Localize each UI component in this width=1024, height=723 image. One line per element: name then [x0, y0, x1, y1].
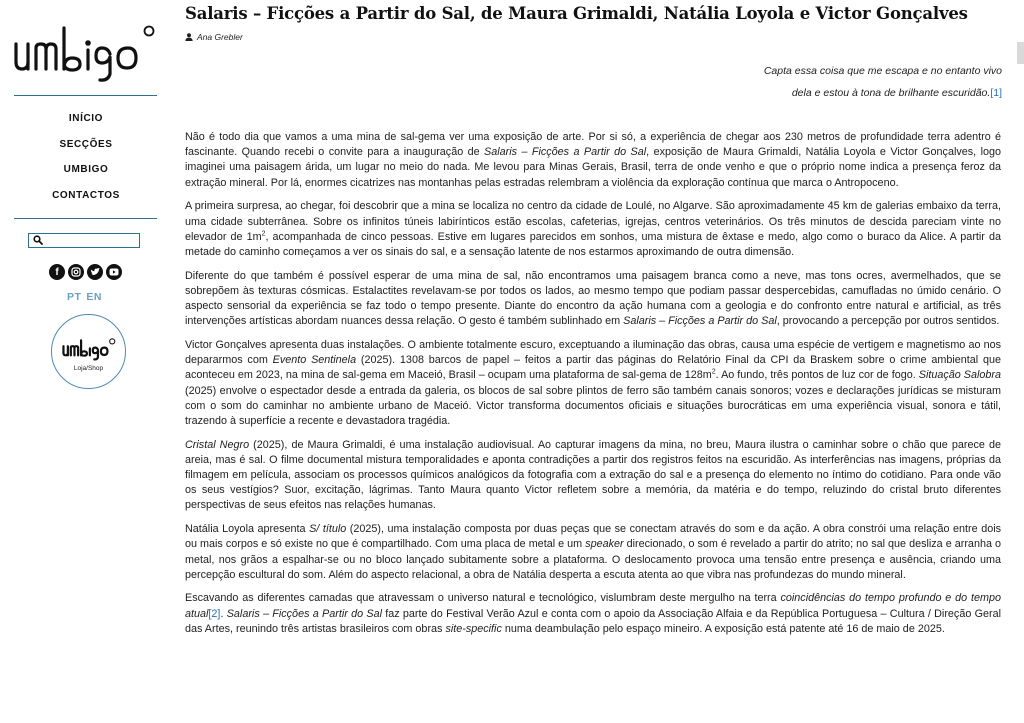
- text-run: A primeira surpresa, ao chegar, foi descobrir que a mina se localiza no centro da cidade de Loulé, no Algarve. São aproximadamente 45 km de galerias embaixo da terra, uma cidade subterrânea. Sobre os infinitos túneis labirínticos estão escolas, cafeterias, igrejas, centros veterinários. Os três minutos de descida pareciam vinte no elevador de 1m: [185, 200, 1001, 243]
- sidebar: [0, 0, 172, 723]
- italic-text: Salaris – Ficções a Partir do Sal: [226, 607, 382, 620]
- superscript: 2: [711, 368, 716, 376]
- text-run: (2025). 1308 barcos de papel – feitos a partir das páginas do Relatório Final da CPI da Braskem sobre o crime ambiental que aconteceu em 2023, na mina de sal-gema em Maceió, Brasil – ocupam uma plataforma de sal-gema de 128m: [185, 354, 1001, 382]
- language-switcher: [67, 291, 107, 303]
- article-title: Salaris – Ficções a Partir do Sal, de Maura Grimaldi, Natália Loyola e Victor Gonçalves: [185, 4, 968, 23]
- italic-text: speaker: [585, 538, 624, 551]
- italic-text: coincidências do tempo profundo e do tempo atual: [185, 592, 1001, 620]
- text-run: , acompanhada de cinco pessoas. Estive em lugares parecidos em sonhos, uma mistura de êxtase e medo, algo como o buraco da Alice. A partir da metade do caminho começamos a ver os sinais do sal, e a sensação latente de nos estarmos aproximando de outra dimensão.: [185, 230, 1001, 258]
- article-paragraph: [185, 438, 1001, 514]
- author-name[interactable]: Ana Grebler: [197, 32, 243, 42]
- italic-text: Evento Sentinela: [272, 354, 357, 367]
- nav-item-seccoes: [0, 134, 172, 160]
- italic-text: Situação Salobra: [918, 369, 1002, 382]
- nav-link-contactos[interactable]: CONTACTOS: [52, 189, 120, 201]
- sidebar-divider: [14, 218, 157, 219]
- byline: [185, 32, 243, 42]
- search-input[interactable]: [47, 234, 137, 247]
- twitter-icon[interactable]: [87, 264, 103, 280]
- text-run: (2025), uma instalação composta por duas peças que se conectam através do som e da ação. A obra constrói uma relação entre dois ou mais corpos e só existe no que é compartilhado. Com uma placa de metal e um: [185, 523, 1001, 551]
- article-paragraph: [185, 269, 1001, 330]
- text-run: , exposição de Maura Grimaldi, Natália Loyola e Victor Gonçalves, logo imaginei uma paisagem árida, um lugar no meio do nada. Me levou para Minas Gerais, Brasil, terra de onde venho e que o próprio nome indica a presença feroz da extração mineral. Por lá, enormes cicatrizes nas montanhas pelas estradas relembram a violência da exploração contínua que marca o Antropoceno.: [185, 146, 1001, 189]
- text-run: Natália Loyola apresenta: [185, 523, 310, 536]
- text-run: .: [220, 607, 227, 620]
- italic-text: site-specific: [445, 622, 502, 635]
- italic-text: Salaris – Ficções a Partir do Sal: [623, 315, 777, 328]
- scrollbar[interactable]: [1017, 42, 1024, 64]
- nav-link-umbigo[interactable]: UMBIGO: [63, 164, 109, 175]
- social-links: [49, 264, 129, 280]
- footnote-link-1[interactable]: [1]: [990, 87, 1002, 99]
- article-paragraph: [185, 130, 1001, 191]
- italic-text: Salaris – Ficções a Partir do Sal: [484, 146, 647, 159]
- superscript: 2: [261, 230, 266, 238]
- nav-item-inicio: [0, 108, 172, 134]
- instagram-icon[interactable]: [68, 264, 84, 280]
- nav-link-seccoes[interactable]: SECÇÕES: [59, 138, 113, 150]
- text-run: , provocando a percepção por outros sentidos.: [776, 315, 1000, 328]
- article-paragraph: [185, 199, 1001, 260]
- text-run: direcionado, o som é revelado a partir do atrito; no sal que desliza e arranha o metal, nos grãos a espalhar-se ou no bloco lançado subitamente sobre a plataforma. O deslocamento provoca uma tensão entre presença e ausência, criando uma percepção escultural do som. Além do aspecto relacional, a obra de Natália desperta a escuta atenta ao que vibra nas profundezas do mundo mineral.: [185, 538, 1001, 581]
- epigraph-line-2-text: dela e estou à tona de brilhante escuridão.: [791, 87, 991, 99]
- article-body: [185, 130, 1001, 646]
- italic-text: Cristal Negro: [185, 438, 250, 451]
- epigraph: [764, 60, 1002, 104]
- youtube-icon[interactable]: [106, 264, 122, 280]
- footnote-link[interactable]: [2]: [208, 607, 221, 620]
- lang-pt[interactable]: PT: [67, 291, 82, 303]
- search-box[interactable]: [28, 233, 140, 248]
- text-run: Victor Gonçalves apresenta duas instalações. O ambiente totalmente escuro, exceptuando a iluminação das obras, causa uma espécie de vertigem e magnetismo ao nos depararmos com: [185, 338, 1001, 367]
- text-run: . Ao fundo, três pontos de luz cor de fogo.: [715, 369, 919, 382]
- shop-label: Loja/Shop: [73, 365, 104, 372]
- search-icon: [33, 235, 43, 245]
- nav-item-umbigo: [0, 159, 172, 185]
- umbigo-logo[interactable]: [12, 14, 162, 84]
- nav-item-contactos: [0, 185, 172, 211]
- epigraph-line-2: [764, 82, 1002, 104]
- text-run: Escavando as diferentes camadas que atravessam o universo natural e tecnológico, vislumbram deste mergulho na terra: [185, 592, 781, 605]
- nav-link-inicio[interactable]: INÍCIO: [68, 113, 104, 124]
- article-paragraph: [185, 591, 1001, 637]
- lang-en[interactable]: EN: [86, 291, 103, 303]
- text-run: Diferente do que também é possível esperar de uma mina de sal, não encontramos uma paisagem branca como a neve, mas tons ocres, avermelhados, que se sobrepõem às texturas cósmicas. Estalactites revelavam-se por todos os lados, ao mesmo tempo que podiam passar despercebidas, camufladas no úmido cenário. O aspecto sensorial da experiência se faz todo o tempo presente. Diante do encontro da ação humana com a geologia e do confronto entre natural e artificial, as três intervenções artísticas abordam nuances dessa relação. O gesto é também sublinhado em: [185, 269, 1001, 328]
- user-icon: [185, 33, 193, 41]
- shop-logo: [62, 335, 117, 361]
- epigraph-line-1: Capta essa coisa que me escapa e no entanto vivo: [763, 65, 1002, 77]
- text-run: Não é todo dia que vamos a uma mina de sal-gema ver uma exposição de arte. Por si só, a experiência de chegar aos 230 metros de profundidade terra adentro é fascinante. Quando recebi o convite para a inauguração de: [185, 131, 1001, 159]
- article-paragraph: [185, 338, 1001, 429]
- text-run: (2025) envolve o espectador desde a entrada da galeria, os blocos de sal sobre plintos de ferro são também canais sonoros; vozes e declarações jurídicas se misturam com o som do caminhar no ambiente urbano de Maceió. Victor transforma documentos oficiais e situações burocráticas em uma experiência visual, sonora e tátil, trazendo à superfície a recente e devastadora tragédia.: [185, 384, 1001, 427]
- italic-text: S/ título: [309, 523, 347, 536]
- main-nav: [0, 108, 172, 210]
- sidebar-divider: [14, 95, 157, 96]
- article-paragraph: [185, 522, 1001, 583]
- text-run: numa deambulação pelo espaço mineiro. A exposição está patente até 16 de maio de 2025.: [501, 622, 945, 635]
- text-run: faz parte do Festival Verão Azul e conta com o apoio da Associação Alfaia e da República Portuguesa – Cultura / Direção Geral das Artes, reunindo três artistas brasileiros com obras: [185, 607, 1002, 635]
- text-run: (2025), de Maura Grimaldi, é uma instalação audiovisual. Ao capturar imagens da mina, no breu, Maura ilustra o caminhar sobre o chão que parece de areia, mas é sal. O filme documental mistura temporalidades e aponta contradições a partir dos registros feitos na escuridão. As interferências nas imagens, próprias da filmagem em película, associam os processos químicos analógicos da fotografia com a extração do sal e a presença do elemento no íntimo do cotidiano. Para onde vão os seus vestígios? Suor, excitação, lágrimas. Tanto Maura quanto Victor refletem sobre a memória, da matéria e do tempo, reluzindo do cristal bruto diferentes perspectivas de seus efeitos nas relações humanas.: [185, 438, 1001, 512]
- facebook-icon[interactable]: f: [49, 264, 65, 280]
- shop-badge[interactable]: [51, 314, 126, 389]
